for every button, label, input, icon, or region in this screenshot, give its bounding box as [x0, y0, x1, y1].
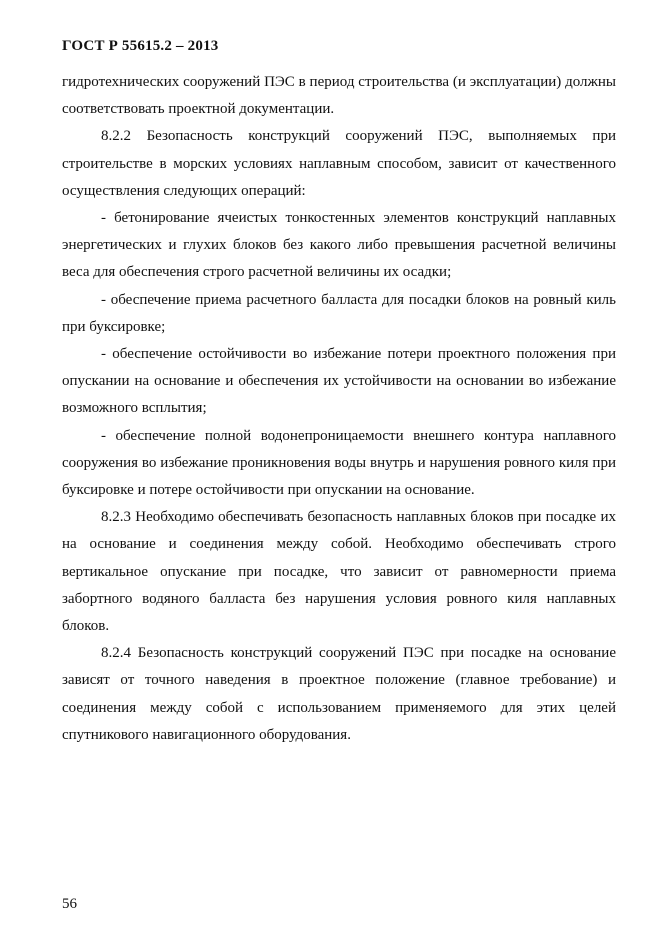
document-body — [62, 69, 616, 749]
list-item-stability: - обеспечение остойчивости во избежание потери проектного положения при опускании на основание и обеспечения их устойчивости на основании во избежание возможного всплытия; — [62, 346, 616, 417]
paragraph-clause-8-2-2: 8.2.2 Безопасность конструкций сооружений ПЭС, выполняемых при строительстве в морских условиях наплавным способом, зависит от качественного осуществления следующих операций: — [62, 128, 616, 199]
paragraph-continuation: гидротехнических сооружений ПЭС в период строительства (и эксплуатации) должны соответствовать проектной документации. — [62, 74, 616, 118]
list-item-concreting: - бетонирование ячеистых тонкостенных элементов конструкций наплавных энергетических и глухих блоков без какого либо превышения расчетной величины веса для обеспечения строго расчетной величины их осадки; — [62, 210, 616, 281]
list-item-ballast: - обеспечение приема расчетного балласта для посадки блоков на ровный киль при буксировке; — [62, 291, 616, 335]
paragraph-clause-8-2-3: 8.2.3 Необходимо обеспечивать безопасность наплавных блоков при посадке их на основание и соединения между собой. Необходимо обеспечивать строго вертикальное опускание при посадке, что зависит от равномерности приема забортного водяного балласта без нарушения условия ровного киля наплавных блоков. — [62, 509, 616, 635]
standard-header: ГОСТ Р 55615.2 – 2013 — [62, 38, 219, 54]
list-item-watertightness: - обеспечение полной водонепроницаемости внешнего контура наплавного сооружения во избежание проникновения воды внутрь и нарушения ровного киля при буксировке и потере остойчивости при опускании на основание. — [62, 427, 616, 499]
paragraph-clause-8-2-4: 8.2.4 Безопасность конструкций сооружений ПЭС при посадке на основание зависят от точного наведения в проектное положение (главное требование) и соединения между собой с использованием применяемого для этих целей спутникового навигационного оборудования. — [62, 645, 616, 743]
page-number: 56 — [62, 896, 77, 912]
